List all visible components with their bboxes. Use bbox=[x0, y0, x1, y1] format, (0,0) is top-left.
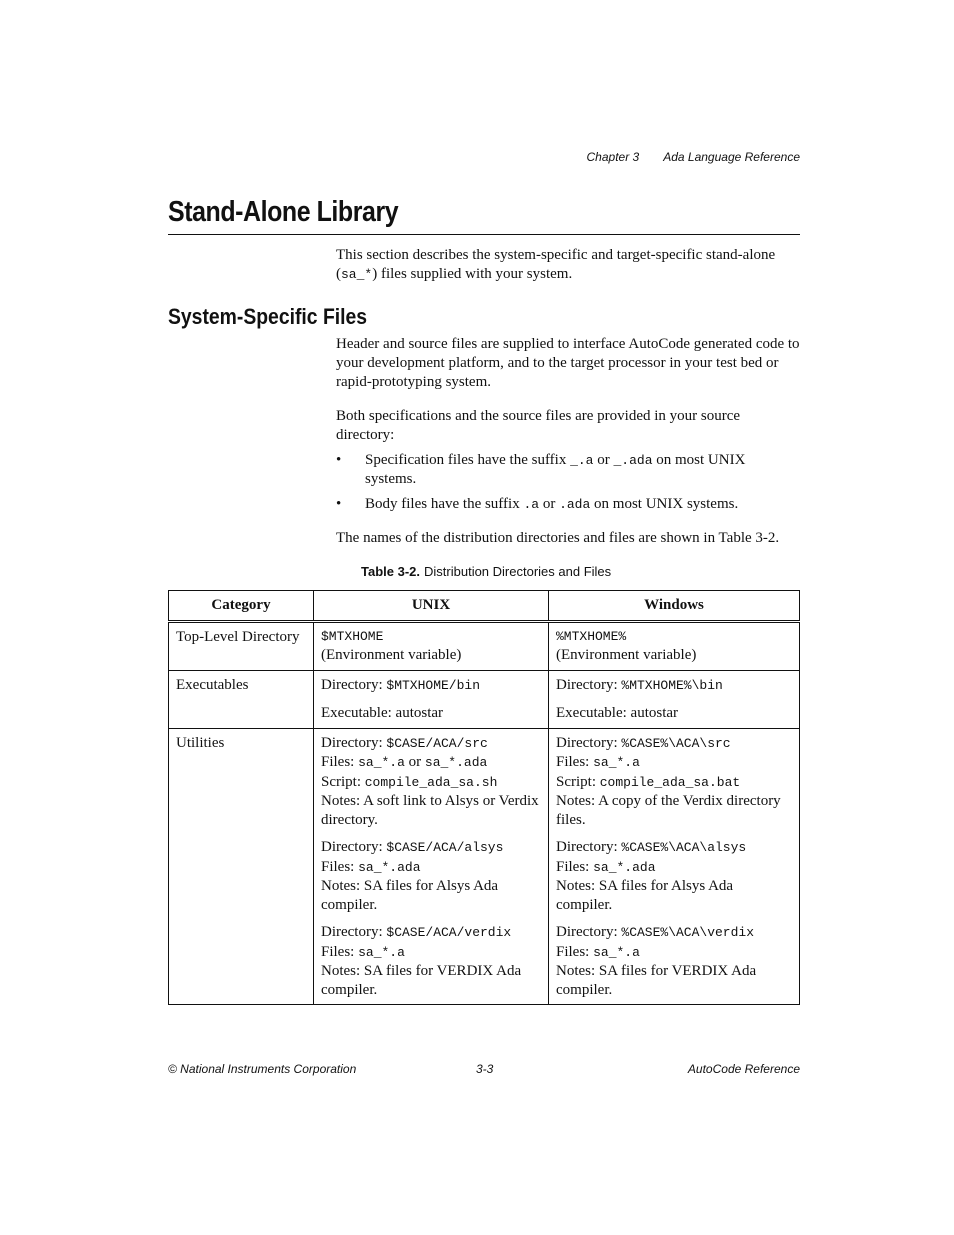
title-rule bbox=[168, 234, 800, 235]
table-title: Distribution Directories and Files bbox=[424, 564, 612, 579]
footer-page-number: 3-3 bbox=[476, 1062, 494, 1076]
list-item: • Body files have the suffix .a or .ada on most UNIX systems. bbox=[336, 496, 739, 512]
section-heading: System-Specific Files bbox=[168, 304, 368, 329]
paragraph-header-source: Header and source files are supplied to interface AutoCode generated code to your development platform, and to the target processor in your test bed or rapid-prototyping system. bbox=[336, 336, 800, 390]
header-category: Category bbox=[169, 591, 314, 622]
cell-category: Utilities bbox=[169, 728, 314, 1005]
distribution-table bbox=[168, 590, 800, 1005]
cell-windows: %MTXHOME% (Environment variable) bbox=[549, 621, 800, 670]
chapter-title: Ada Language Reference bbox=[663, 150, 800, 164]
bullet-list bbox=[336, 451, 800, 514]
page-title: Stand-Alone Library bbox=[168, 196, 399, 228]
code-sa: sa_* bbox=[341, 267, 373, 282]
cell-unix: Directory: $CASE/ACA/src Files: sa_*.a or sa_*.ada Script: compile_ada_sa.sh Notes: A soft link to Alsys or Verdix directory. Directory: $CASE/ACA/alsys Files: sa_*.ada Notes: SA files for Alsys Ada compiler. Directory: $CASE/ACA/verdix Files: sa_*.a Notes: SA files for VERDIX Ada compiler. bbox=[314, 728, 549, 1005]
table-caption bbox=[361, 564, 611, 579]
cell-category: Executables bbox=[169, 670, 314, 728]
table-row bbox=[169, 621, 800, 670]
cell-category: Top-Level Directory bbox=[169, 621, 314, 670]
footer-doc-title: AutoCode Reference bbox=[687, 1062, 800, 1076]
paragraph-table-ref: The names of the distribution directories and files are shown in Table 3-2. bbox=[336, 530, 780, 546]
cell-unix: Directory: $MTXHOME/bin Executable: autostar bbox=[314, 670, 549, 728]
cell-unix: $MTXHOME (Environment variable) bbox=[314, 621, 549, 670]
bullet-icon: • bbox=[336, 452, 342, 468]
running-header bbox=[587, 150, 800, 164]
header-unix: UNIX bbox=[314, 591, 549, 622]
list-item: • Specification files have the suffix _.a or _.ada on most UNIX systems. bbox=[336, 452, 746, 487]
table-row bbox=[169, 670, 800, 728]
footer-copyright: © National Instruments Corporation bbox=[168, 1062, 357, 1076]
bullet-icon: • bbox=[336, 496, 342, 512]
paragraph-specifications: Both specifications and the source files are provided in your source directory: bbox=[336, 408, 741, 443]
cell-windows: Directory: %MTXHOME%\bin Executable: autostar bbox=[549, 670, 800, 728]
chapter-label: Chapter 3 bbox=[586, 150, 640, 164]
table-number: Table 3-2. bbox=[361, 564, 421, 579]
intro-paragraph: This section describes the system-specific and target-specific stand-alone (sa_*) files supplied with your system. bbox=[336, 247, 776, 282]
table-row bbox=[169, 728, 800, 1005]
header-windows: Windows bbox=[549, 591, 800, 622]
table-header-row bbox=[169, 591, 800, 622]
cell-windows: Directory: %CASE%\ACA\src Files: sa_*.a Script: compile_ada_sa.bat Notes: A copy of the Verdix directory files. Directory: %CASE%\ACA\alsys Files: sa_*.ada Notes: SA files for Alsys Ada compiler. Directory: %CASE%\ACA\verdix Files: sa_*.a Notes: SA files for VERDIX Ada compiler. bbox=[549, 728, 800, 1005]
